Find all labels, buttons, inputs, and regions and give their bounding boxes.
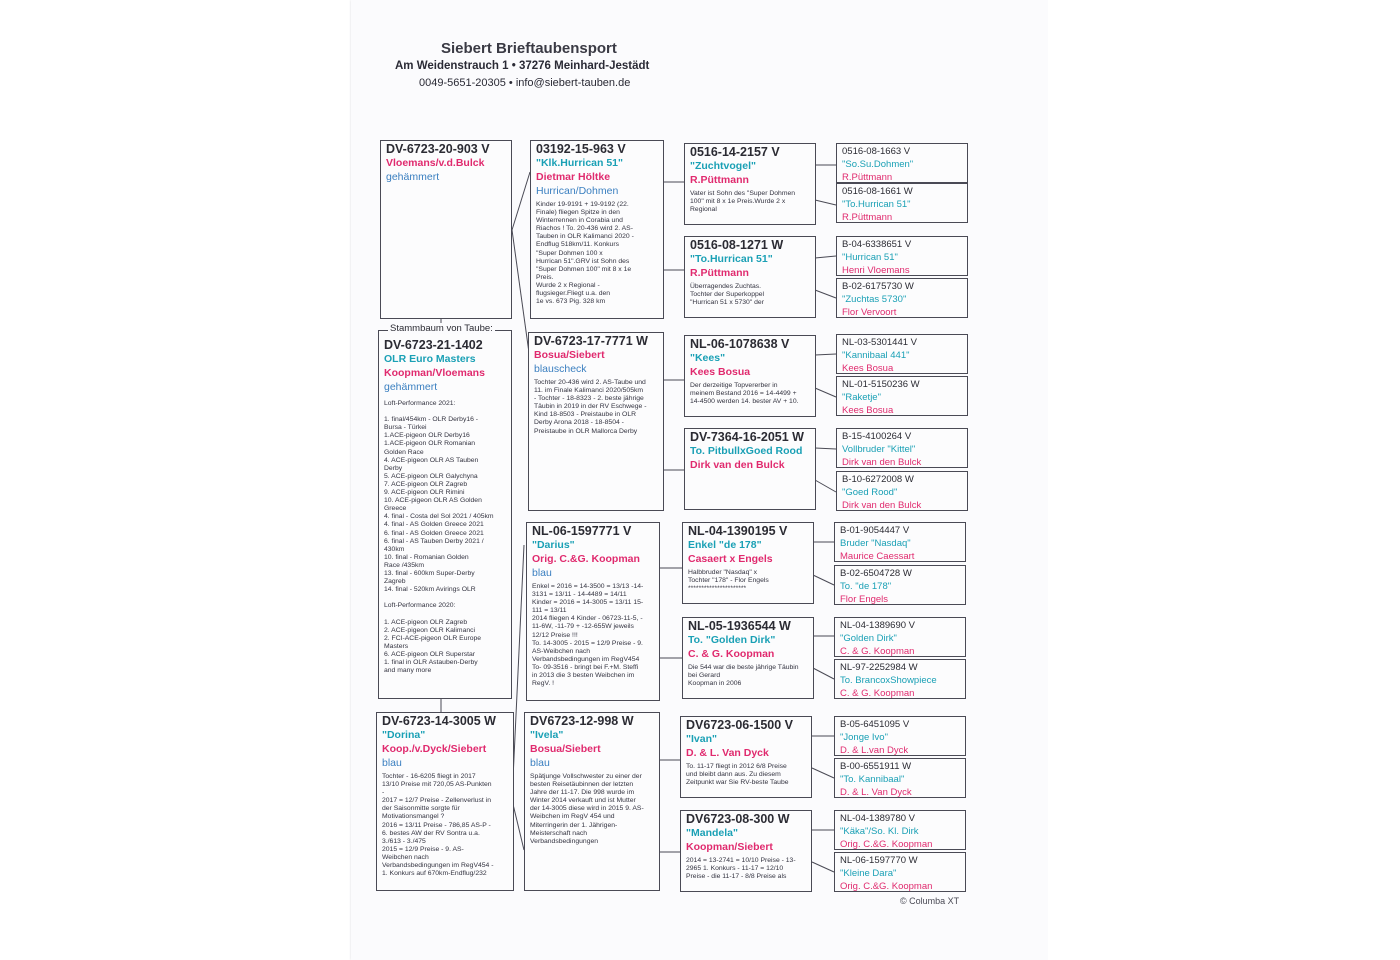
main-notes: Loft-Performance 2021: 1. final/454km - OLR Derby16 - Bursa - Türkei 1.ACE-pigeon OLR Derby16 1.ACE-pigeon OLR Romanian Golden Race 4. ACE-pigeon OLR AS Tauben Derby 5. ACE-pigeon OLR Galychyna 7. ACE-pigeon OLR Zagreb 9. ACE-pigeon OLR Rimini 10. ACE-pigeon OLR AS Golden Greece 4. final - Costa del Sol 2021 / 405km 4. final - AS Golden Greece 2021 6. final - AS Golden Greece 2021 6. final - AS Tauben Derby 2021 / 430km 10. final - Romanian Golden Race /435km 13. final - 600km Super-Derby Zagreb 14. final - 520km Avirings OLR Loft-Performance 2020: 1. ACE-pigeon OLR Zagreb 2. ACE-pigeon OLR Kalimanci 2. FCI-ACE-pigeon OLR Europe Masters 6. ACE-pigeon OLR Superstar 1. final in OLR Astauben-Derby and many more (384, 400, 494, 675)
father-color: gehämmert (386, 171, 440, 183)
ancestor-breeder: Kees Bosua (842, 405, 894, 416)
grandparent-name: "Klk.Hurrican 51" (536, 157, 623, 169)
mother-notes: Tochter - 16-6205 fliegt in 2017 13/10 Preise mit 720,05 AS-Punkten - 2017 = 12/7 Preise - Zellenverlust in der Saisonmitte sorgte für Motivationsmangel ? 2016 = 13/11 Preise - 786,85 AS-P - 6. bestes AW der RV Sontra u.a. 3./613 - 3./475 2015 = 12/9 Preise - 9. AS- Weibchen nach Verbandsbedingungen im RegV454 - 1. Konkurs auf 670km-Endflug/232 (382, 773, 494, 878)
ancestor-name: "Golden Dirk" (840, 633, 897, 644)
ancestor-id: B-15-4100264 V (842, 431, 912, 442)
great-grandparent-box[interactable] (682, 522, 814, 604)
ggp-id: 0516-14-2157 V (690, 145, 780, 159)
grandparent-notes: Spätjunge Vollschwester zu einer der besten Reisetäubinnen der letzten Jahre der 11-17. Die 998 wurde im Winter 2014 verkauft und ist Mutter der 14-3005 diese wird in 2015 9. AS- Weibchen im RegV 454 und Miterringerin der 1. Jährigen- Meisterschaft nach Verbandsbedingungen (530, 773, 644, 845)
ancestor-box[interactable] (836, 236, 968, 276)
ancestor-breeder: Orig. C.&G. Koopman (840, 839, 933, 850)
ggp-name: "Zuchtvogel" (690, 160, 756, 172)
ggp-name: "Ivan" (686, 733, 717, 745)
ancestor-name: "So.Su.Dohmen" (842, 159, 914, 170)
ancestor-name: "Zuchtas 5730" (842, 294, 907, 305)
grandparent-notes: Enkel = 2016 = 14-3500 = 13/13 -14- 3131 = 13/11 - 14-4489 = 14/11 Kinder = 2016 = 14-3005 = 13/11 15- 111 = 13/11 2014 fliegen 4 Kinder - 06723-11-5, - 11-6W, -11-79 + -12-655W jeweils 12/12 Preise !!! To. 14-3005 - 2015 = 12/9 Preise - 9. AS-Weibchen nach Verbandsbedingungen im RegV454 To- 09-3516 - bringt bei F.+M. Steffi in 2013 die 3 besten Weibchen im RegV. ! (532, 583, 644, 688)
grandparent-color: blau (532, 567, 552, 579)
copyright-footer: © Columba XT (900, 896, 960, 906)
ancestor-box[interactable] (834, 617, 966, 657)
ancestor-box[interactable] (836, 376, 968, 416)
ggp-breeder: Koopman/Siebert (686, 841, 773, 853)
ancestor-box[interactable] (834, 659, 966, 699)
ancestor-breeder: R.Püttmann (842, 172, 893, 183)
pedigree-legend: Stammbaum von Taube: (390, 323, 493, 334)
grandparent-notes: Tochter 20-436 wird 2. AS-Taube und 11. im Finale Kalimanci 2020/505km - Tochter - 18-8323 - 2. beste jährige Täubin in 2019 in der RV Eschwege - Kind 18-8503 - Preistaube in OLR Derby Arona 2018 - 18-8504 - Preistaube in OLR Mallorca Derby (534, 379, 647, 435)
grandparent-box[interactable] (524, 712, 660, 891)
ancestor-id: B-01-9054447 V (840, 525, 910, 536)
ggp-id: NL-04-1390195 V (688, 524, 788, 538)
ggp-notes: Die 544 war die beste jährige Täubin bei Gerard Koopman in 2006 (688, 664, 799, 688)
grandparent-box[interactable] (530, 140, 664, 319)
ancestor-box[interactable] (834, 716, 966, 756)
ancestor-name: "Käka"/So. Kl. Dirk (840, 826, 919, 837)
ancestor-breeder: D. & L. Van Dyck (840, 787, 912, 798)
ancestor-box[interactable] (836, 471, 968, 511)
ancestor-id: NL-01-5150236 W (842, 379, 920, 390)
ggp-notes: Halbbruder "Nasdaq" x Tochter "178" - Flor Engels ********************** (688, 569, 769, 593)
ancestor-id: B-10-6272008 W (842, 474, 914, 485)
ancestor-id: B-02-6504728 W (840, 568, 912, 579)
main-name: OLR Euro Masters (384, 353, 476, 365)
ancestor-box[interactable] (836, 143, 968, 183)
grandparent-id: DV-6723-17-7771 W (534, 334, 648, 348)
ancestor-breeder: Dirk van den Bulck (842, 457, 922, 468)
mother-name: "Dorina" (382, 729, 426, 741)
header-title: Siebert Brieftaubensport (441, 40, 617, 57)
grandparent-color: Hurrican/Dohmen (536, 185, 619, 197)
main-breeder: Koopman/Vloemans (384, 367, 485, 379)
ggp-breeder: Dirk van den Bulck (690, 459, 785, 471)
ancestor-id: NL-04-1389780 V (840, 813, 915, 824)
ggp-id: NL-05-1936544 W (688, 619, 791, 633)
ancestor-name: "Goed Rood" (842, 487, 898, 498)
mother-breeder: Koop./v.Dyck/Siebert (382, 743, 487, 755)
grandparent-color: blauscheck (534, 363, 587, 375)
mother-color: blau (382, 757, 402, 769)
ggp-name: "To.Hurrican 51" (690, 253, 773, 265)
ancestor-name: To. BrancoxShowpiece (840, 675, 937, 686)
ancestor-id: NL-04-1389690 V (840, 620, 915, 631)
ancestor-box[interactable] (836, 334, 968, 374)
ancestor-breeder: Maurice Caessart (840, 551, 915, 562)
grandparent-id: DV6723-12-998 W (530, 714, 634, 728)
great-grandparent-box[interactable] (684, 236, 816, 318)
mother-box[interactable] (376, 712, 514, 891)
ggp-id: DV-7364-16-2051 W (690, 430, 804, 444)
great-grandparent-box[interactable] (684, 335, 816, 417)
ancestor-id: B-02-6175730 W (842, 281, 914, 292)
main-pigeon-box[interactable] (378, 330, 512, 699)
ancestor-breeder: R.Püttmann (842, 212, 893, 223)
ancestor-box[interactable] (836, 278, 968, 318)
ancestor-id: B-04-6338651 V (842, 239, 912, 250)
ancestor-id: NL-97-2252984 W (840, 662, 918, 673)
ancestor-box[interactable] (834, 758, 966, 798)
main-id: DV-6723-21-1402 (384, 338, 483, 352)
father-box[interactable] (380, 140, 512, 319)
ancestor-id: NL-06-1597770 W (840, 855, 918, 866)
ancestor-name: "Raketje" (842, 392, 881, 403)
ggp-notes: Vater ist Sohn des "Super Dohmen 100" mit 8 x 1e Preis.Wurde 2 x Regional (690, 190, 796, 214)
ggp-name: "Kees" (690, 352, 726, 364)
header-address: Am Weidenstrauch 1 • 37276 Meinhard-Jestädt (395, 60, 650, 72)
great-grandparent-box[interactable] (684, 143, 816, 225)
ancestor-breeder: C. & G. Koopman (840, 688, 915, 699)
ancestor-box[interactable] (834, 852, 966, 892)
mother-id: DV-6723-14-3005 W (382, 714, 496, 728)
ggp-name: To. PitbullxGoed Rood (690, 445, 803, 457)
great-grandparent-box[interactable] (682, 617, 814, 699)
ggp-breeder: D. & L. Van Dyck (686, 747, 769, 759)
ancestor-name: Vollbruder "Kittel" (842, 444, 916, 455)
ancestor-name: "Kleine Dara" (840, 868, 897, 879)
father-id: DV-6723-20-903 V (386, 142, 490, 156)
grandparent-box[interactable] (528, 332, 664, 511)
ggp-breeder: Casaert x Engels (688, 553, 773, 565)
grandparent-box[interactable] (526, 522, 660, 701)
grandparent-name: "Ivela" (530, 729, 564, 741)
great-grandparent-box[interactable] (680, 810, 812, 892)
ggp-notes: 2014 = 13-2741 = 10/10 Preise - 13- 2965 1. Konkurs - 11-17 = 12/10 Preise - die 11-17 - 8/8 Preise als (686, 857, 796, 881)
ancestor-breeder: Kees Bosua (842, 363, 894, 374)
ggp-id: DV6723-06-1500 V (686, 718, 794, 732)
great-grandparent-box[interactable] (684, 428, 816, 510)
ancestor-name: "To.Hurrican 51" (842, 199, 911, 210)
ggp-notes: To. 11-17 fliegt in 2012 6/8 Preise und bleibt dann aus. Zu diesem Zeitpunkt war Sie RV-beste Taube (686, 763, 789, 787)
ancestor-id: 0516-08-1661 W (842, 186, 913, 197)
ggp-name: Enkel "de 178" (688, 539, 762, 551)
ancestor-box[interactable] (834, 810, 966, 850)
father-breeder: Vloemans/v.d.Bulck (386, 157, 485, 169)
ggp-name: "Mandela" (686, 827, 738, 839)
grandparent-notes: Kinder 19-9191 + 19-9192 (22. Finale) fliegen Spitze in den Winterrennen in Corabia und Riachos ! To. 20-436 wird 2. AS- Tauben in OLR Kalimanci 2020 - Endflug 518km/11. Konkurs "Super Dohmen 100 x Hurrican 51".GRV ist Sohn des "Super Dohmen 100" mit 8 x 1e Preis. Wurde 2 x Regional - flugsieger.Fliegt u.a. den 1e vs. 673 Pig. 328 km (536, 201, 634, 306)
ggp-breeder: C. & G. Koopman (688, 648, 775, 660)
grandparent-breeder: Bosua/Siebert (534, 349, 605, 361)
grandparent-breeder: Dietmar Höltke (536, 171, 611, 183)
ancestor-box[interactable] (836, 428, 968, 468)
grandparent-breeder: Orig. C.&G. Koopman (532, 553, 640, 565)
ancestor-id: NL-03-5301441 V (842, 337, 917, 348)
ancestor-name: To. "de 178" (840, 581, 892, 592)
grandparent-name: "Darius" (532, 539, 575, 551)
ancestor-id: B-00-6551911 W (840, 761, 912, 772)
ancestor-id: B-05-6451095 V (840, 719, 910, 730)
ancestor-name: "Kannibaal 441" (842, 350, 910, 361)
ggp-breeder: R.Püttmann (690, 174, 749, 186)
grandparent-id: NL-06-1597771 V (532, 524, 632, 538)
ancestor-id: 0516-08-1663 V (842, 146, 911, 157)
ggp-breeder: R.Püttmann (690, 267, 749, 279)
ancestor-breeder: Henri Vloemans (842, 265, 910, 276)
ancestor-name: "To. Kannibaal" (840, 774, 905, 785)
ancestor-name: "Hurrican 51" (842, 252, 898, 263)
ancestor-box[interactable] (834, 565, 966, 605)
main-color: gehämmert (384, 381, 438, 393)
ancestor-name: "Jonge Ivo" (840, 732, 888, 743)
ancestor-breeder: Orig. C.&G. Koopman (840, 881, 933, 892)
ancestor-box[interactable] (836, 183, 968, 223)
grandparent-breeder: Bosua/Siebert (530, 743, 601, 755)
great-grandparent-box[interactable] (680, 716, 812, 798)
ancestor-box[interactable] (834, 522, 966, 562)
ggp-notes: Überragendes Zuchtas. Tochter der Superkoppel "Hurrican 51 x 5730" der (690, 283, 765, 307)
ggp-notes: Der derzeitige Topvererber in meinem Bestand 2016 = 14-4499 + 14-4500 werden 14. bester AV + 10. (690, 382, 799, 406)
ancestor-breeder: C. & G. Koopman (840, 646, 915, 657)
grandparent-id: 03192-15-963 V (536, 142, 626, 156)
ancestor-name: Bruder "Nasdaq" (840, 538, 911, 549)
ggp-name: To. "Golden Dirk" (688, 634, 776, 646)
grandparent-color: blau (530, 757, 550, 769)
header-contact: 0049-5651-20305 • info@siebert-tauben.de (419, 77, 631, 89)
ggp-id: DV6723-08-300 W (686, 812, 790, 826)
ancestor-breeder: D. & L.van Dyck (840, 745, 909, 756)
ggp-id: 0516-08-1271 W (690, 238, 784, 252)
ggp-breeder: Kees Bosua (690, 366, 751, 378)
ancestor-breeder: Flor Vervoort (842, 307, 897, 318)
ancestor-breeder: Flor Engels (840, 594, 889, 605)
ggp-id: NL-06-1078638 V (690, 337, 790, 351)
ancestor-breeder: Dirk van den Bulck (842, 500, 922, 511)
